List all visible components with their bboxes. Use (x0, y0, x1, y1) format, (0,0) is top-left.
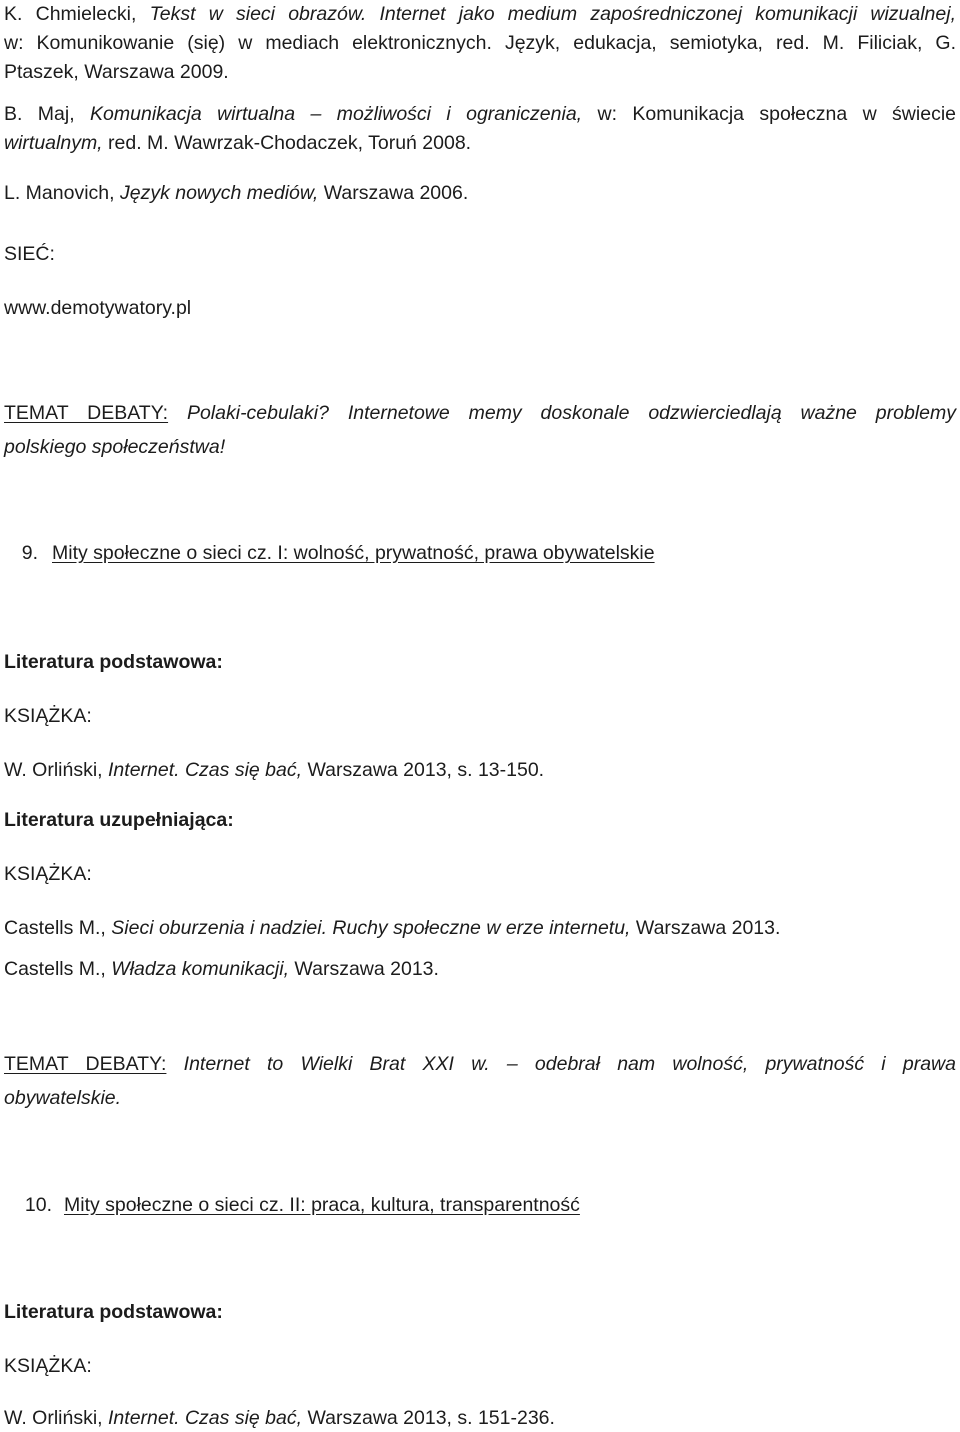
section-9-heading (0, 540, 655, 566)
section-9-castells-1: Castells M., Sieci oburzenia i nadziei. Ruchy społeczne w erze internetu, Warszawa 2013. (4, 917, 781, 939)
debate-label: TEMAT DEBATY: (4, 402, 169, 424)
section-title: Mity społeczne o sieci cz. II: praca, kultura, transparentność (64, 1194, 580, 1216)
section-9-castells-2: Castells M., Władza komunikacji, Warszawa 2013. (4, 958, 439, 980)
ref-maj-line-2: wirtualnym, red. M. Wawrzak-Chodaczek, Toruń 2008. (4, 132, 472, 154)
siec-label: SIEĆ: (4, 243, 55, 265)
section-number: 10. (24, 1194, 52, 1216)
section-9-book-label-2: KSIĄŻKA: (4, 863, 92, 885)
ref-title: Tekst w sieci obrazów. Internet jako medium zapośredniczonej komunikacji wizualnej, (149, 3, 956, 25)
ref-chmielecki-line-1 (4, 1, 956, 27)
ref-chmielecki-line-2: w: Komunikowanie (się) w mediach elektronicznych. Język, edukacja, semiotyka, red. M. Filiciak, G. (4, 32, 956, 54)
section-title: Mity społeczne o sieci cz. I: wolność, prywatność, prawa obywatelskie (52, 542, 655, 564)
section-10-orlinski: W. Orliński, Internet. Czas się bać, Warszawa 2013, s. 151-236. (4, 1407, 555, 1429)
debate-1-line-1: TEMAT DEBATY: Polaki-cebulaki? Internetowe memy doskonale odzwierciedlają ważne problemy (4, 402, 956, 424)
section-9-lit-supp: Literatura uzupełniająca: (4, 809, 234, 831)
ref-chmielecki-line-3: Ptaszek, Warszawa 2009. (4, 61, 229, 83)
section-9-orlinski: W. Orliński, Internet. Czas się bać, Warszawa 2013, s. 13-150. (4, 759, 545, 781)
section-9-lit-basic: Literatura podstawowa: (4, 651, 223, 673)
section-number: 9. (21, 542, 38, 564)
debate-1-line-2: polskiego społeczeństwa! (4, 436, 226, 458)
section-10-heading (0, 1192, 580, 1218)
section-10-lit-basic: Literatura podstawowa: (4, 1301, 223, 1323)
ref-maj-line-1: B. Maj, Komunikacja wirtualna – możliwości i ograniczenia, w: Komunikacja społeczna w świecie (4, 103, 956, 125)
siec-url: www.demotywatory.pl (4, 297, 192, 319)
section-9-book-label-1: KSIĄŻKA: (4, 705, 92, 727)
ref-author: K. Chmielecki, (4, 3, 150, 25)
ref-manovich: L. Manovich, Język nowych mediów, Warszawa 2006. (4, 182, 469, 204)
debate-2-line-1: TEMAT DEBATY: Internet to Wielki Brat XXI w. – odebrał nam wolność, prywatność i prawa (4, 1053, 956, 1075)
section-10-book-label: KSIĄŻKA: (4, 1355, 92, 1377)
debate-2-line-2: obywatelskie. (4, 1087, 122, 1109)
debate-label: TEMAT DEBATY: (4, 1053, 167, 1075)
